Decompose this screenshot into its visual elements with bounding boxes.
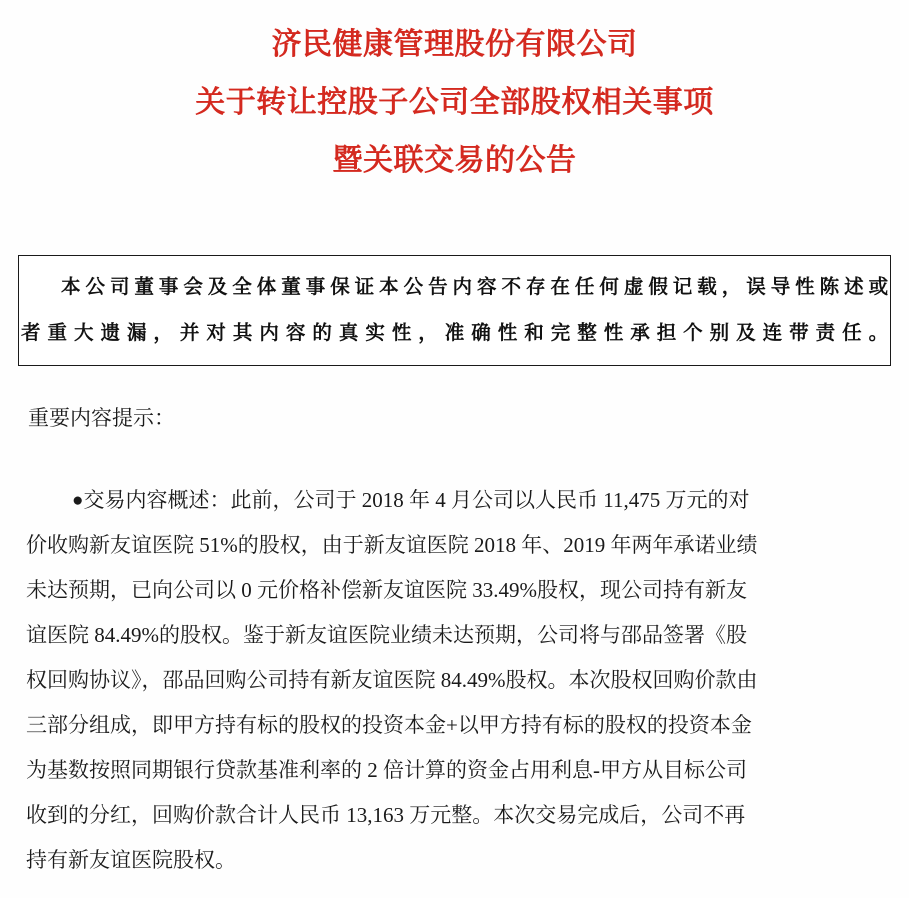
body-line-6: 三部分组成，即甲方持有标的股权的投资本金+以甲方持有标的股权的投资本金 <box>26 713 752 737</box>
body-line-3: 未达预期，已向公司以 0 元价格补偿新友谊医院 33.49%股权，现公司持有新友 <box>26 578 747 602</box>
disclaimer-content <box>19 256 890 365</box>
body-line-1 <box>26 478 884 523</box>
body-line-8: 收到的分红，回购价款合计人民币 13,163 万元整。本次交易完成后，公司不再 <box>26 803 746 827</box>
disclaimer-line-2: 者重大遗漏，并对其内容的真实性，准确性和完整性承担个别及连带责任。 <box>21 322 888 344</box>
title-line-type: 暨关联交易的公告 <box>332 144 577 177</box>
body-line-9: 持有新友谊医院股权。 <box>26 848 236 872</box>
body-line-7: 为基数按照同期银行贷款基准利率的 2 倍计算的资金占用利息-甲方从目标公司 <box>26 758 747 782</box>
body-line-2: 价收购新友谊医院 51%的股权，由于新友谊医院 2018 年、2019 年两年承诺业绩 <box>26 533 758 557</box>
document-title <box>0 16 909 190</box>
body-line-1-text: 交易内容概述：此前，公司于 2018 年 4 月公司以人民币 11,475 万元的对 <box>83 488 750 512</box>
title-line-subject: 关于转让控股子公司全部股权相关事项 <box>195 86 714 119</box>
disclaimer-line-1: 本公司董事会及全体董事保证本公告内容不存在任何虚假记载，误导性陈述或 <box>61 276 888 298</box>
title-line-company: 济民健康管理股份有限公司 <box>271 28 638 61</box>
disclaimer-box <box>18 255 891 366</box>
body-paragraph <box>26 478 884 883</box>
bullet-icon: ● <box>72 490 84 511</box>
body-line-5: 权回购协议》，邵品回购公司持有新友谊医院 84.49%股权。本次股权回购价款由 <box>26 668 758 692</box>
body-line-4: 谊医院 84.49%的股权。鉴于新友谊医院业绩未达预期，公司将与邵品签署《股 <box>26 623 747 647</box>
notice-heading: 重要内容提示： <box>28 406 175 430</box>
